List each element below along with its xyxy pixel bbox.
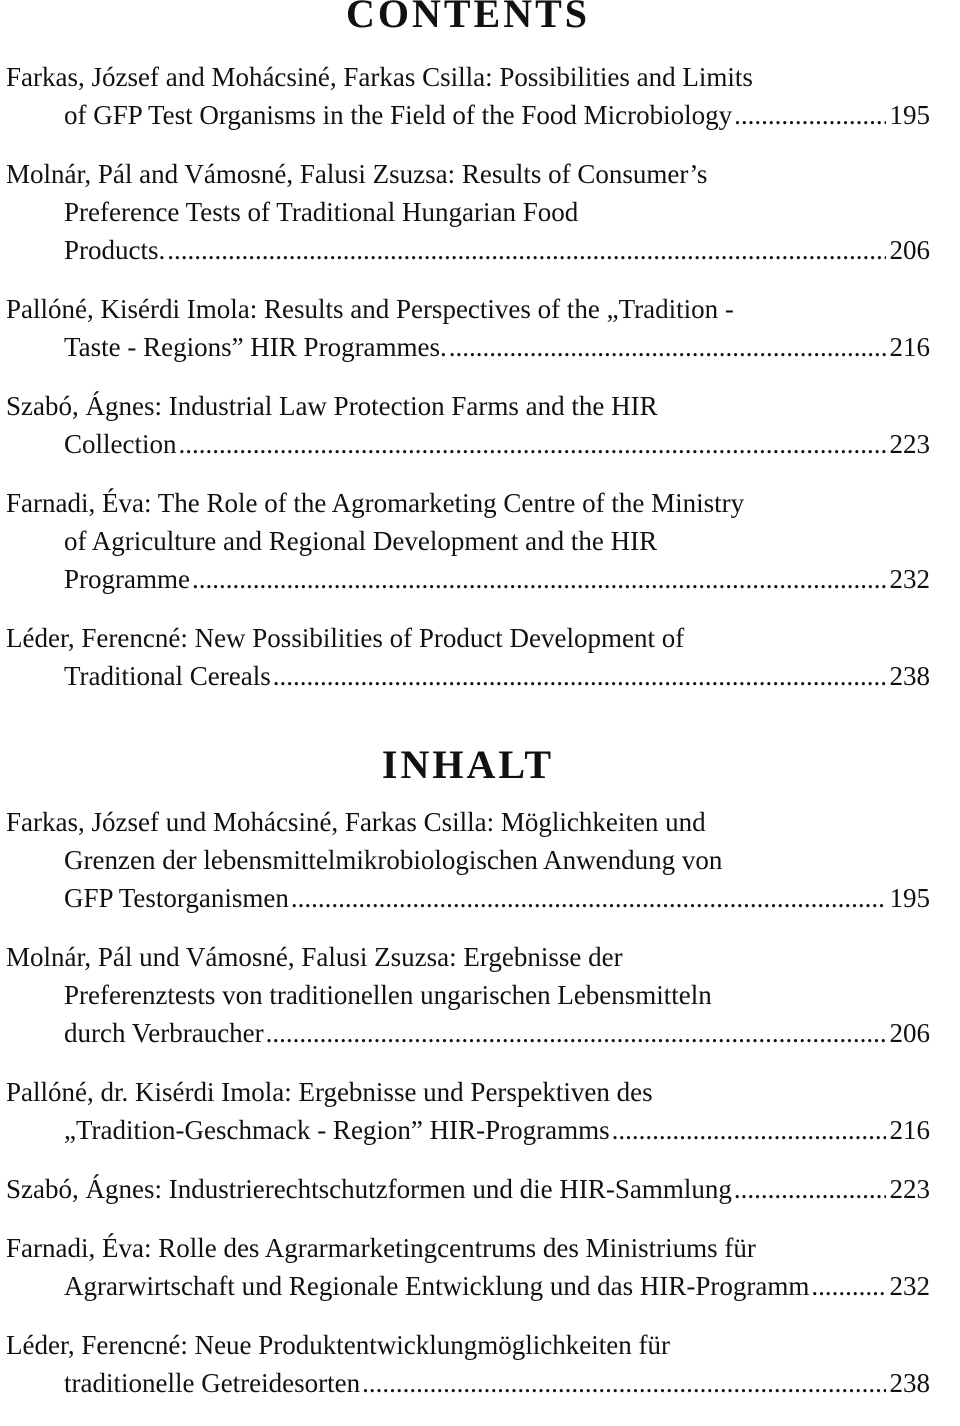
toc-entry-last-line [6, 560, 930, 598]
toc-entry-line: Szabó, Ágnes: Industrial Law Protection Farms and the HIR [6, 391, 658, 421]
toc-entry-last-line [6, 1267, 930, 1305]
toc-entry-line: Grenzen der lebensmittelmikrobiologischen Anwendung von [64, 845, 723, 875]
page-number: 223 [889, 429, 930, 459]
dot-leader [362, 1364, 885, 1402]
toc-entry-last-line [6, 1014, 930, 1052]
toc-entry-text: Products. [64, 235, 166, 265]
toc-entry-text: Programme [64, 564, 190, 594]
dot-leader [612, 1111, 886, 1149]
toc-entry-text: „Tradition-Geschmack - Region” HIR-Programms [64, 1115, 610, 1145]
dot-leader [192, 560, 886, 598]
inhalt-heading: INHALT [381, 742, 555, 787]
contents-list [6, 58, 930, 695]
toc-entry [6, 803, 930, 917]
dot-leader [291, 879, 886, 917]
toc-entry-line: Farnadi, Éva: The Role of the Agromarketing Centre of the Ministry [6, 488, 745, 518]
toc-entry-line: Léder, Ferencné: Neue Produktentwicklungmöglichkeiten für [6, 1330, 670, 1360]
toc-entry [6, 1229, 930, 1305]
toc-entry [6, 58, 930, 134]
toc-entry-last-line [6, 231, 930, 269]
dot-leader [734, 1170, 886, 1208]
dot-leader [273, 657, 886, 695]
toc-entry-last-line [6, 96, 930, 134]
page-number: 232 [889, 564, 930, 594]
toc-entry-text: durch Verbraucher [64, 1018, 264, 1048]
toc-entry [6, 1073, 930, 1149]
toc-entry-text: Agrarwirtschaft und Regionale Entwicklung und das HIR-Programm [64, 1271, 810, 1301]
toc-entry-last-line [6, 425, 930, 463]
page-number: 216 [889, 1115, 930, 1145]
toc-entry [6, 1170, 930, 1208]
page-number: 238 [889, 1368, 930, 1398]
page-number: 195 [889, 883, 930, 913]
toc-entry-last-line [6, 1111, 930, 1149]
toc-entry-last-line [6, 1364, 930, 1402]
page-number: 232 [889, 1271, 930, 1301]
toc-entry-line: Molnár, Pál and Vámosné, Falusi Zsuzsa: Results of Consumer’s [6, 159, 708, 189]
page-number: 206 [889, 1018, 930, 1048]
dot-leader [449, 328, 886, 366]
toc-entry-line: Farkas, József and Mohácsiné, Farkas Csilla: Possibilities and Limits [6, 62, 753, 92]
toc-entry-text: Traditional Cereals [64, 661, 271, 691]
toc-entry [6, 387, 930, 463]
toc-entry-text: Taste - Regions” HIR Programmes. [64, 332, 447, 362]
page-number: 195 [889, 100, 930, 130]
dot-leader [266, 1014, 886, 1052]
toc-entry-line: Preferenztests von traditionellen ungarischen Lebensmitteln [64, 980, 712, 1010]
toc-entry-last-line [6, 879, 930, 917]
dot-leader [734, 96, 885, 134]
toc-entry [6, 1326, 930, 1402]
dot-leader [178, 425, 885, 463]
dot-leader [167, 231, 885, 269]
toc-entry-last-line [6, 328, 930, 366]
toc-entry-text: Szabó, Ágnes: Industrierechtschutzformen und die HIR-Sammlung [6, 1174, 732, 1204]
page-number: 238 [889, 661, 930, 691]
toc-entry-text: Collection [64, 429, 177, 459]
toc-entry-line: of Agriculture and Regional Development and the HIR [64, 526, 658, 556]
toc-entry-line: Farkas, József und Mohácsiné, Farkas Csilla: Möglichkeiten und [6, 807, 706, 837]
toc-entry-line: Molnár, Pál und Vámosné, Falusi Zsuzsa: Ergebnisse der [6, 942, 623, 972]
contents-heading: CONTENTS [345, 0, 591, 36]
page-number: 223 [889, 1174, 930, 1204]
toc-entry [6, 155, 930, 269]
toc-entry [6, 290, 930, 366]
inhalt-list [6, 803, 930, 1402]
toc-entry-last-line [6, 657, 930, 695]
toc-entry-line: Pallóné, dr. Kisérdi Imola: Ergebnisse und Perspektiven des [6, 1077, 653, 1107]
toc-entry-line: Preference Tests of Traditional Hungarian Food [64, 197, 579, 227]
toc-entry-text: of GFP Test Organisms in the Field of the Food Microbiology [64, 100, 733, 130]
toc-entry-text: GFP Testorganismen [64, 883, 289, 913]
page-number: 206 [889, 235, 930, 265]
toc-entry-text: traditionelle Getreidesorten [64, 1368, 361, 1398]
page-number: 216 [889, 332, 930, 362]
toc-entry-line: Léder, Ferencné: New Possibilities of Product Development of [6, 623, 685, 653]
toc-entry [6, 619, 930, 695]
toc-entry [6, 938, 930, 1052]
toc-entry-line: Pallóné, Kisérdi Imola: Results and Perspectives of the „Tradition - [6, 294, 734, 324]
toc-entry-last-line [6, 1170, 930, 1208]
toc-entry-line: Farnadi, Éva: Rolle des Agrarmarketingcentrums des Ministriums für [6, 1233, 756, 1263]
toc-entry [6, 484, 930, 598]
dot-leader [811, 1267, 885, 1305]
